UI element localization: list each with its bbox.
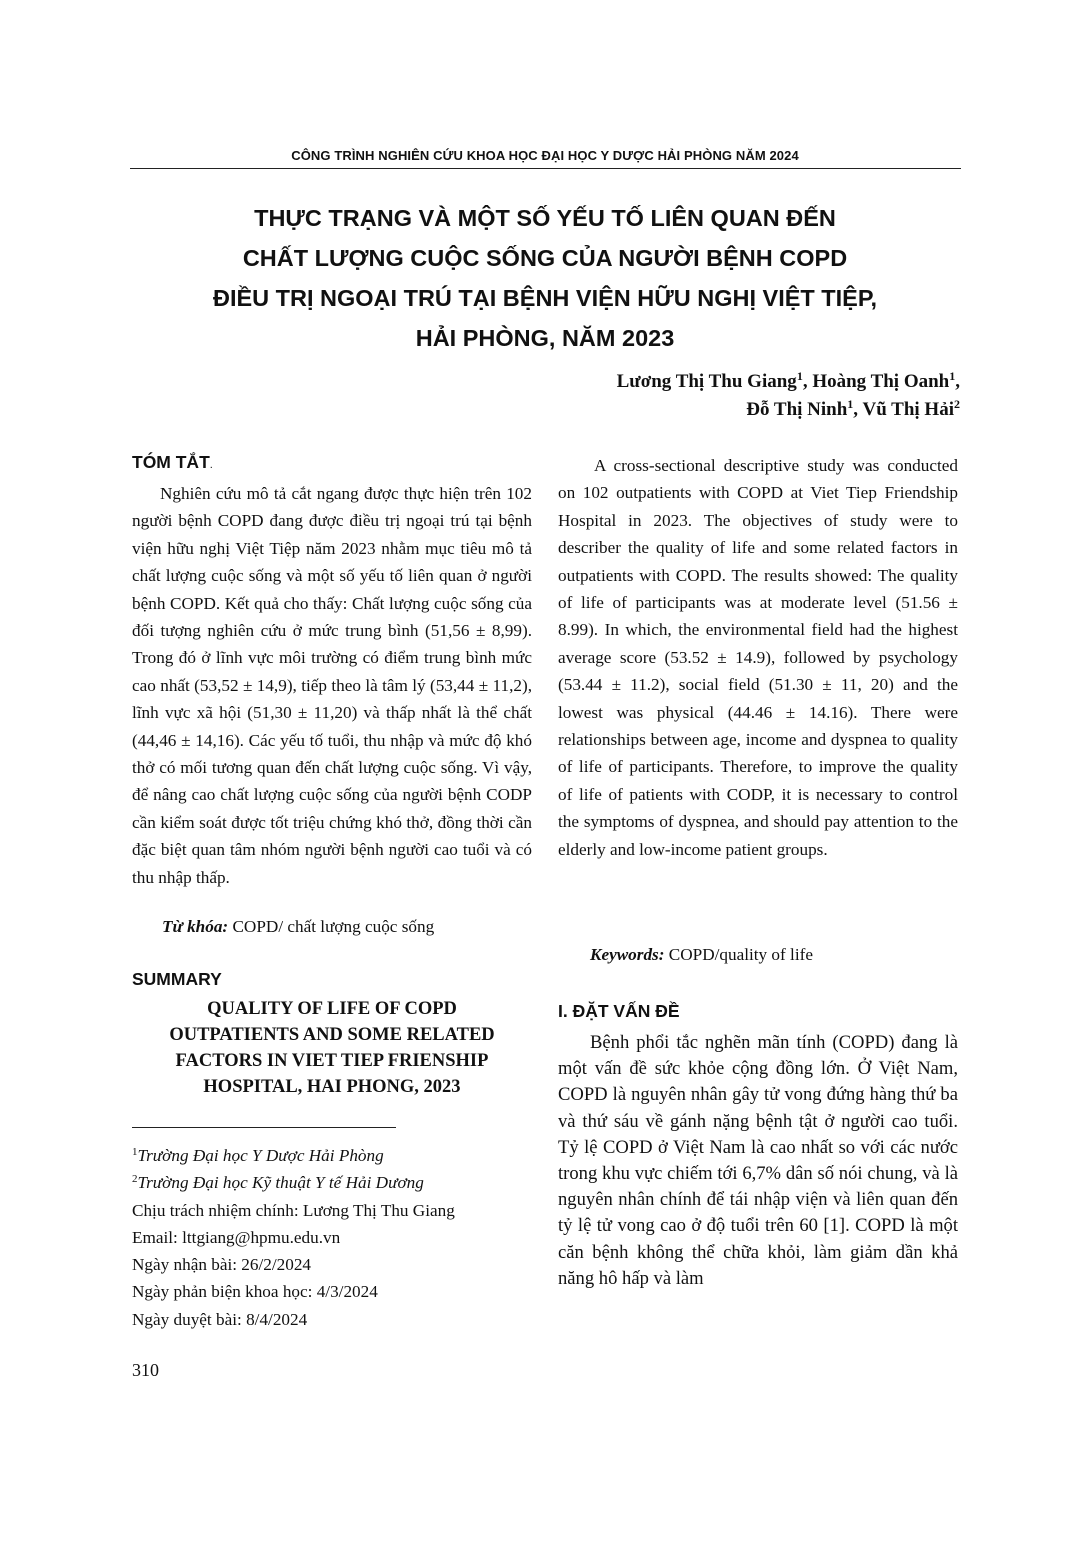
author-name: Lương Thị Thu Giang	[616, 371, 797, 392]
summary-text: A cross-sectional descriptive study was conducted on 102 outpatients with COPD at Viet Tiep Friendship Hospital in 2023. The objectives of study were to describer the quality of life and some related factors in outpatients with COPD. The results showed: The quality of life of participants was at moderate level (51.56 ± 8.99). In which, the environmental field had the highest average score (53.52 ± 14.9), followed by psychology (53.44 ± 11.2), social field (51.30 ± 11, 20) and the lowest was physical (44.46 ± 14.16). There were relationships between age, income and dyspnea to quality of life of participants. Therefore, to improve the quality of life of patients with CODP, it is necessary to control the symptoms of dyspnea, and should pay attention to the elderly and low-income patient groups.	[558, 456, 958, 859]
footnotes	[132, 1142, 532, 1333]
email: Email: lttgiang@hpmu.edu.vn	[132, 1227, 341, 1247]
corresponding-author: Chịu trách nhiệm chính: Lương Thị Thu Giang	[132, 1200, 455, 1220]
author-affiliation-mark: 1	[949, 369, 956, 383]
introduction-heading: I. ĐẶT VẤN ĐỀ	[558, 1001, 680, 1021]
keywords-label: Từ khóa:	[162, 917, 229, 936]
summary-title	[132, 996, 532, 1100]
introduction-text: Bệnh phổi tắc nghẽn mãn tính (COPD) đang là một vấn đề sức khỏe cộng đồng lớn. Ở Việt Nam, COPD là nguyên nhân gây tử vong đứng hàng thứ ba và thứ sáu về gánh nặng bệnh tật ở người cao tuổi. Tỷ lệ COPD ở Việt Nam là cao nhất so với các nước trong khu vực chiếm tới 6,7% dân số nói chung, và là nguyên nhân chính để tái nhập viện và liên quan đến tỷ lệ tử vong cao ở độ tuổi trên 60 [1]. COPD là một căn bệnh không thể chữa khỏi, làm giảm dần khả năng hô hấp và làm	[558, 1032, 958, 1289]
keywords-value: COPD/ chất lượng cuộc sống	[232, 917, 435, 936]
abstract-vi-keywords	[162, 917, 434, 937]
date-reviewed: Ngày phản biện khoa học: 4/3/2024	[132, 1282, 378, 1302]
article-title	[130, 198, 960, 358]
running-header: CÔNG TRÌNH NGHIÊN CỨU KHOA HỌC ĐẠI HỌC Y DƯỢC HẢI PHÒNG NĂM 2024	[291, 148, 799, 163]
author-affiliation-mark: 1	[796, 369, 803, 383]
affiliation-1: $^1$Trường Đại học Y Dược Hải Phòng	[132, 1146, 384, 1165]
page-number: 310	[132, 1360, 159, 1380]
author-separator: ,	[802, 371, 813, 392]
author-list	[617, 368, 960, 424]
author-separator: ,	[853, 399, 863, 420]
summary-title-line: HOSPITAL, HAI PHONG, 2023	[203, 1077, 461, 1097]
author-separator: ,	[955, 371, 960, 392]
title-line: CHẤT LƯỢNG CUỘC SỐNG CỦA NGƯỜI BỆNH COPD	[242, 245, 848, 271]
summary-keywords	[590, 945, 813, 965]
keywords-value: COPD/quality of life	[668, 945, 813, 964]
abstract-vi-heading: TÓM TẮT.	[132, 452, 213, 472]
date-accepted: Ngày duyệt bài: 8/4/2024	[132, 1309, 308, 1329]
author-name: Hoàng Thị Oanh	[812, 371, 950, 392]
abstract-vi-text: Nghiên cứu mô tả cắt ngang được thực hiện trên 102 người bệnh COPD đang được điều trị ngoại trú tại bệnh viện hữu nghị Việt Tiệp năm 2023 nhằm mục tiêu mô tả chất lượng cuộc sống và một số yếu tố liên quan ở người bệnh COPD. Kết quả cho thấy: Chất lượng cuộc sống của đối tượng nghiên cứu ở mức trung bình (51,56 ± 8,99). Trong đó ở lĩnh vực môi trường có điểm trung bình mức cao nhất (53,52 ± 14,9), tiếp theo là tâm lý (53,44 ± 11,2), lĩnh vực xã hội (51,30 ± 11,20) và thấp nhất là thể chất (44,46 ± 14,16). Các yếu tố tuổi, thu nhập và mức độ khó thở có mối tương quan đến chất lượng cuộc sống. Vì vậy, để nâng cao chất lượng cuộc sống của người bệnh CODP cần kiểm soát được tốt triệu chứng khó thở, đồng thời cần đặc biệt quan tâm nhóm người bệnh người cao tuổi và có thu nhập thấp.	[132, 484, 532, 887]
summary-heading: SUMMARY	[132, 969, 222, 989]
author-name: Đỗ Thị Ninh	[746, 399, 848, 420]
author-line	[617, 368, 960, 396]
footnote-rule	[132, 1127, 396, 1128]
author-affiliation-mark: 2	[954, 397, 960, 411]
title-line: HẢI PHÒNG, NĂM 2023	[415, 325, 675, 351]
summary-title-line: FACTORS IN VIET TIEP FRIENSHIP	[175, 1051, 489, 1071]
summary-title-line: QUALITY OF LIFE OF COPD	[207, 999, 457, 1019]
author-line	[617, 396, 960, 424]
title-line: THỰC TRẠNG VÀ MỘT SỐ YẾU TỐ LIÊN QUAN ĐẾN	[254, 205, 836, 231]
author-name: Vũ Thị Hải	[862, 399, 954, 420]
keywords-label: Keywords:	[590, 945, 665, 964]
date-received: Ngày nhận bài: 26/2/2024	[132, 1255, 312, 1275]
affiliation-2: $^2$Trường Đại học Kỹ thuật Y tế Hải Dương	[132, 1173, 424, 1193]
header-rule	[130, 168, 961, 169]
author-affiliation-mark: 1	[847, 397, 854, 411]
title-line: ĐIỀU TRỊ NGOẠI TRÚ TẠI BỆNH VIỆN HỮU NGHỊ VIỆT TIỆP,	[212, 285, 878, 311]
summary-title-line: OUTPATIENTS AND SOME RELATED	[169, 1025, 495, 1045]
